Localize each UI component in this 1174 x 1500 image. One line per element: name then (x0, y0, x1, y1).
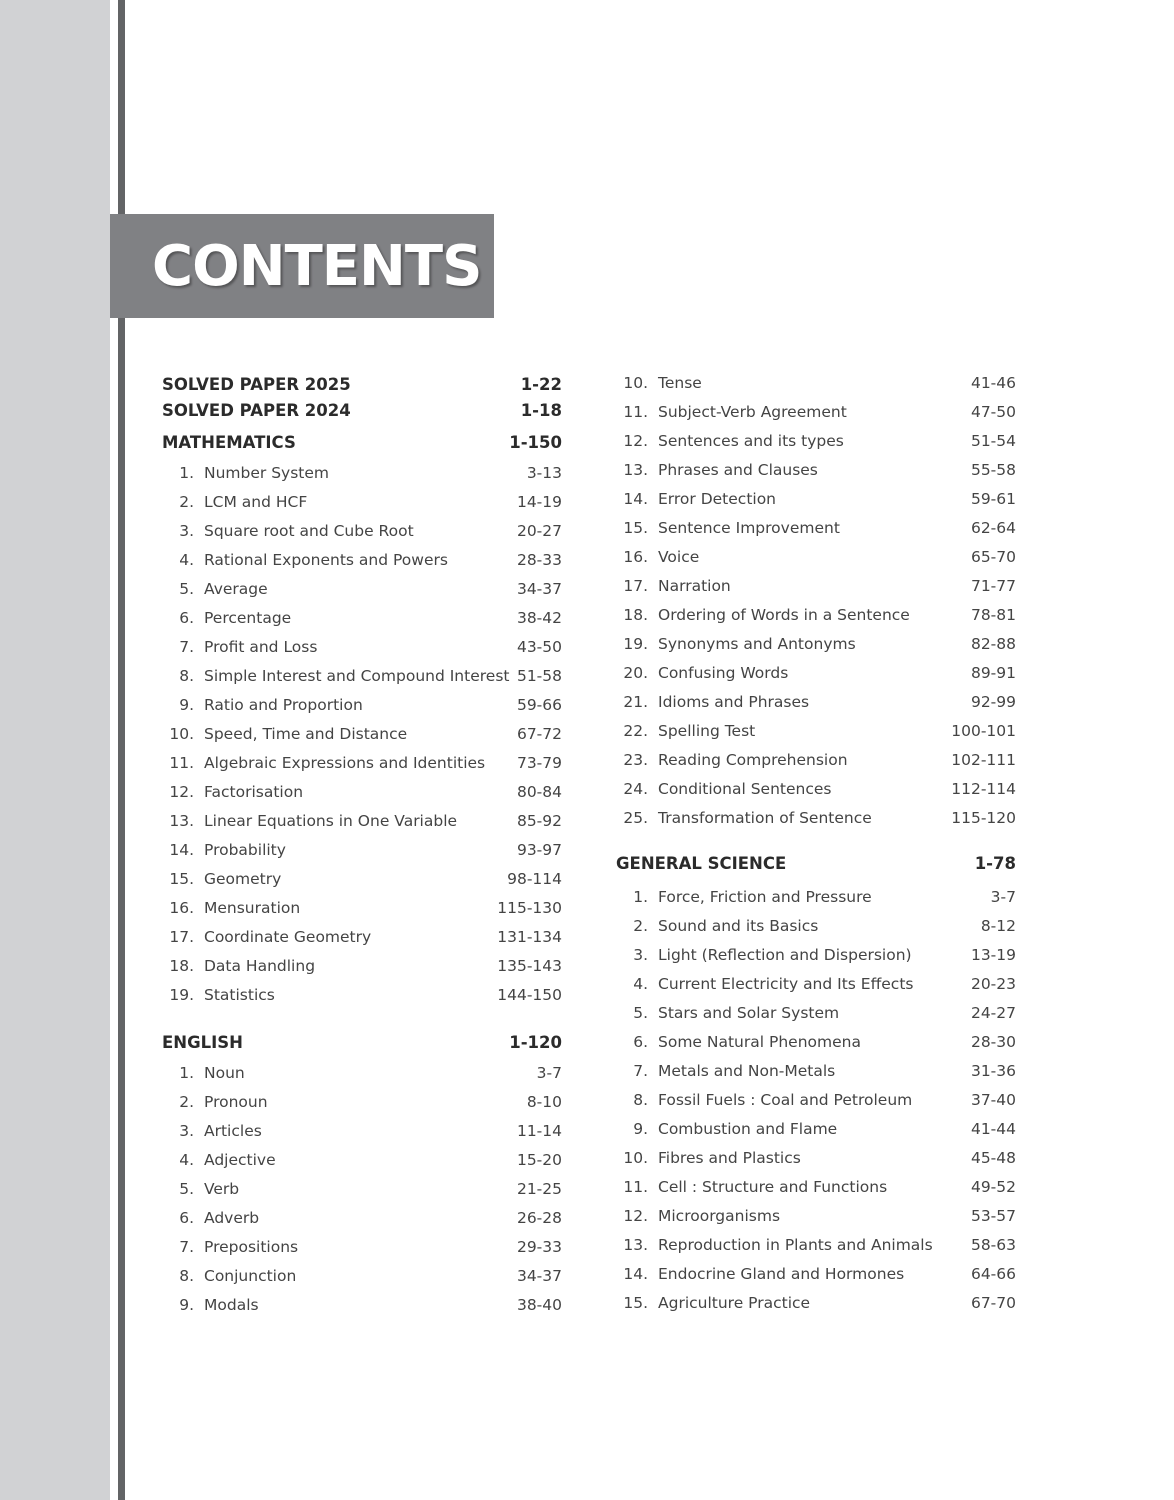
entry-pages: 34-37 (516, 579, 562, 598)
toc-heading-solved-paper-2024[interactable] (162, 397, 562, 423)
entry-pages: 115-130 (497, 898, 562, 917)
entry-pages: 20-23 (970, 974, 1016, 993)
toc-entry[interactable] (616, 687, 1016, 716)
entry-pages: 53-57 (970, 1206, 1016, 1225)
entry-pages: 28-30 (970, 1032, 1016, 1051)
entry-title: Data Handling (204, 956, 316, 975)
entry-title: Voice (658, 547, 700, 566)
entry-number: 3. (179, 1121, 194, 1140)
entry-number: 10. (169, 724, 194, 743)
entry-number: 8. (633, 1090, 648, 1109)
toc-entry[interactable] (162, 951, 562, 980)
entry-number: 14. (169, 840, 194, 859)
entry-pages: 14-19 (516, 492, 562, 511)
entry-pages: 43-50 (516, 637, 562, 656)
toc-entry[interactable] (162, 574, 562, 603)
toc-entry[interactable] (616, 1259, 1016, 1288)
entry-title: Number System (204, 463, 329, 482)
entry-title: Verb (204, 1179, 240, 1198)
entry-pages: 62-64 (970, 518, 1016, 537)
toc-entry[interactable] (616, 745, 1016, 774)
entry-pages: 65-70 (970, 547, 1016, 566)
entry-number: 20. (623, 663, 648, 682)
entry-pages: 20-27 (516, 521, 562, 540)
entry-title: Microorganisms (658, 1206, 781, 1225)
entry-number: 23. (623, 750, 648, 769)
entry-title: Reproduction in Plants and Animals (658, 1235, 933, 1254)
entry-number: 25. (623, 808, 648, 827)
toc-entry[interactable] (616, 716, 1016, 745)
toc-entry[interactable] (162, 690, 562, 719)
entry-pages: 3-7 (536, 1063, 562, 1082)
toc-entry[interactable] (162, 603, 562, 632)
entry-title: Algebraic Expressions and Identities (204, 753, 486, 772)
entry-title: Pronoun (204, 1092, 268, 1111)
entry-title: Endocrine Gland and Hormones (658, 1264, 905, 1283)
entry-number: 9. (633, 1119, 648, 1138)
entry-pages: 102-111 (951, 750, 1016, 769)
entry-pages: 15-20 (516, 1150, 562, 1169)
toc-entry[interactable] (616, 1056, 1016, 1085)
entry-number: 5. (633, 1003, 648, 1022)
entry-title: Statistics (204, 985, 275, 1004)
entry-number: 6. (179, 1208, 194, 1227)
heading-title: MATHEMATICS (162, 432, 296, 452)
entry-number: 6. (179, 608, 194, 627)
page-title: CONTENTS (152, 233, 482, 299)
entry-title: Cell : Structure and Functions (658, 1177, 888, 1196)
toc-entry[interactable] (162, 893, 562, 922)
entry-pages: 11-14 (516, 1121, 562, 1140)
right-column (616, 368, 1016, 1317)
toc-entry[interactable] (616, 397, 1016, 426)
entry-title: Sentence Improvement (658, 518, 840, 537)
entry-number: 21. (623, 692, 648, 711)
entry-title: Percentage (204, 608, 292, 627)
entry-number: 17. (169, 927, 194, 946)
toc-entry[interactable] (616, 571, 1016, 600)
toc-entry[interactable] (616, 1114, 1016, 1143)
entry-number: 12. (169, 782, 194, 801)
entry-title: Metals and Non-Metals (658, 1061, 836, 1080)
toc-entry[interactable] (162, 922, 562, 951)
entry-number: 8. (179, 1266, 194, 1285)
entry-number: 9. (179, 1295, 194, 1314)
toc-heading-solved-paper-2025[interactable] (162, 371, 562, 397)
entry-pages: 80-84 (516, 782, 562, 801)
entry-number: 14. (623, 1264, 648, 1283)
entry-number: 3. (633, 945, 648, 964)
entry-number: 13. (623, 1235, 648, 1254)
toc-entry[interactable] (616, 368, 1016, 397)
entry-number: 18. (623, 605, 648, 624)
entry-title: Tense (658, 373, 702, 392)
entry-title: Modals (204, 1295, 259, 1314)
entry-number: 1. (179, 1063, 194, 1082)
entry-title: Subject-Verb Agreement (658, 402, 847, 421)
entry-number: 16. (623, 547, 648, 566)
entry-title: Factorisation (204, 782, 304, 801)
entry-number: 16. (169, 898, 194, 917)
toc-entry[interactable] (616, 513, 1016, 542)
entry-number: 7. (179, 1237, 194, 1256)
toc-entry[interactable] (616, 774, 1016, 803)
toc-entry[interactable] (616, 998, 1016, 1027)
entry-number: 13. (623, 460, 648, 479)
toc-entry[interactable] (616, 1201, 1016, 1230)
entry-title: Idioms and Phrases (658, 692, 810, 711)
entry-title: Coordinate Geometry (204, 927, 372, 946)
toc-entry[interactable] (162, 1174, 562, 1203)
entry-number: 15. (623, 1293, 648, 1312)
toc-entry[interactable] (162, 1145, 562, 1174)
entry-number: 4. (179, 1150, 194, 1169)
entry-pages: 67-72 (516, 724, 562, 743)
entry-title: Average (204, 579, 268, 598)
entry-title: Narration (658, 576, 731, 595)
entry-number: 2. (633, 916, 648, 935)
entry-pages: 59-66 (516, 695, 562, 714)
entry-number: 1. (179, 463, 194, 482)
entry-title: Probability (204, 840, 286, 859)
toc-entry[interactable] (616, 1143, 1016, 1172)
contents-title-box (110, 214, 494, 318)
heading-pages: 1-18 (520, 400, 562, 420)
toc-entry[interactable] (162, 487, 562, 516)
toc-entry[interactable] (616, 455, 1016, 484)
toc-entry[interactable] (616, 600, 1016, 629)
entry-number: 2. (179, 492, 194, 511)
heading-pages: 1-22 (520, 374, 562, 394)
toc-heading-english[interactable] (162, 1029, 562, 1055)
heading-title: GENERAL SCIENCE (616, 853, 787, 873)
entry-number: 19. (623, 634, 648, 653)
entry-number: 22. (623, 721, 648, 740)
entry-pages: 64-66 (970, 1264, 1016, 1283)
toc-entry[interactable] (162, 1116, 562, 1145)
entry-title: Rational Exponents and Powers (204, 550, 448, 569)
toc-heading-mathematics[interactable] (162, 429, 562, 455)
toc-entry[interactable] (616, 969, 1016, 998)
entry-pages: 26-28 (516, 1208, 562, 1227)
heading-pages: 1-150 (509, 432, 562, 452)
entry-number: 3. (179, 521, 194, 540)
toc-entry[interactable] (162, 806, 562, 835)
heading-pages: 1-120 (509, 1032, 562, 1052)
entry-title: Sound and its Basics (658, 916, 819, 935)
toc-entry[interactable] (162, 1232, 562, 1261)
entry-pages: 112-114 (951, 779, 1016, 798)
toc-entry[interactable] (162, 458, 562, 487)
toc-entry[interactable] (616, 911, 1016, 940)
entry-pages: 92-99 (970, 692, 1016, 711)
entry-title: Simple Interest and Compound Interest (204, 666, 510, 685)
entry-number: 1. (633, 887, 648, 906)
entry-number: 15. (623, 518, 648, 537)
entry-title: Current Electricity and Its Effects (658, 974, 914, 993)
toc-entry[interactable] (162, 1290, 562, 1319)
toc-entry[interactable] (616, 426, 1016, 455)
toc-entry[interactable] (162, 661, 562, 690)
toc-entry[interactable] (616, 1085, 1016, 1114)
toc-entry[interactable] (162, 632, 562, 661)
heading-title: SOLVED PAPER 2024 (162, 400, 351, 420)
entry-number: 6. (633, 1032, 648, 1051)
entry-title: Reading Comprehension (658, 750, 848, 769)
entry-pages: 51-54 (970, 431, 1016, 450)
entry-pages: 59-61 (970, 489, 1016, 508)
entry-title: Articles (204, 1121, 262, 1140)
entry-title: Fossil Fuels : Coal and Petroleum (658, 1090, 913, 1109)
entry-number: 12. (623, 431, 648, 450)
entry-pages: 67-70 (970, 1293, 1016, 1312)
entry-title: Mensuration (204, 898, 301, 917)
entry-number: 10. (623, 1148, 648, 1167)
entry-pages: 131-134 (497, 927, 562, 946)
entry-pages: 144-150 (497, 985, 562, 1004)
toc-entry[interactable] (616, 1288, 1016, 1317)
entry-pages: 89-91 (970, 663, 1016, 682)
toc-entry[interactable] (616, 484, 1016, 513)
entry-title: Ordering of Words in a Sentence (658, 605, 910, 624)
entry-pages: 29-33 (516, 1237, 562, 1256)
entry-number: 5. (179, 579, 194, 598)
entry-pages: 41-46 (970, 373, 1016, 392)
entry-title: Geometry (204, 869, 282, 888)
entry-number: 14. (623, 489, 648, 508)
heading-title: ENGLISH (162, 1032, 243, 1052)
entry-number: 9. (179, 695, 194, 714)
mathematics-list (162, 458, 562, 1009)
entry-title: Profit and Loss (204, 637, 318, 656)
entry-title: Sentences and its types (658, 431, 844, 450)
toc-entry[interactable] (616, 940, 1016, 969)
entry-pages: 24-27 (970, 1003, 1016, 1022)
entry-pages: 115-120 (951, 808, 1016, 827)
entry-number: 12. (623, 1206, 648, 1225)
entry-pages: 58-63 (970, 1235, 1016, 1254)
entry-pages: 34-37 (516, 1266, 562, 1285)
entry-number: 11. (169, 753, 194, 772)
entry-number: 18. (169, 956, 194, 975)
entry-pages: 21-25 (516, 1179, 562, 1198)
entry-number: 15. (169, 869, 194, 888)
entry-pages: 13-19 (970, 945, 1016, 964)
entry-number: 11. (623, 1177, 648, 1196)
entry-pages: 38-40 (516, 1295, 562, 1314)
entry-title: Adverb (204, 1208, 260, 1227)
entry-pages: 135-143 (497, 956, 562, 975)
side-band (0, 0, 110, 1500)
toc-entry[interactable] (616, 803, 1016, 832)
entry-title: Error Detection (658, 489, 777, 508)
entry-pages: 78-81 (970, 605, 1016, 624)
entry-pages: 41-44 (970, 1119, 1016, 1138)
toc-entry[interactable] (162, 748, 562, 777)
toc-entry[interactable] (162, 1058, 562, 1087)
entry-number: 10. (623, 373, 648, 392)
entry-number: 4. (179, 550, 194, 569)
entry-title: Fibres and Plastics (658, 1148, 801, 1167)
entry-number: 13. (169, 811, 194, 830)
entry-title: Stars and Solar System (658, 1003, 840, 1022)
entry-number: 8. (179, 666, 194, 685)
left-column (162, 370, 562, 1319)
entry-title: Combustion and Flame (658, 1119, 838, 1138)
toc-entry[interactable] (616, 629, 1016, 658)
toc-entry[interactable] (162, 835, 562, 864)
entry-title: Conjunction (204, 1266, 297, 1285)
entry-pages: 31-36 (970, 1061, 1016, 1080)
toc-entry[interactable] (162, 864, 562, 893)
entry-number: 4. (633, 974, 648, 993)
entry-pages: 71-77 (970, 576, 1016, 595)
entry-pages: 8-12 (980, 916, 1016, 935)
toc-entry[interactable] (616, 882, 1016, 911)
entry-title: Light (Reflection and Dispersion) (658, 945, 912, 964)
entry-title: Ratio and Proportion (204, 695, 363, 714)
general-science-list (616, 882, 1016, 1317)
toc-entry[interactable] (162, 1261, 562, 1290)
toc-entry[interactable] (616, 658, 1016, 687)
entry-pages: 98-114 (507, 869, 562, 888)
toc-entry[interactable] (616, 1027, 1016, 1056)
entry-number: 17. (623, 576, 648, 595)
english-list (162, 1058, 562, 1319)
entry-title: Synonyms and Antonyms (658, 634, 856, 653)
entry-title: Conditional Sentences (658, 779, 832, 798)
entry-title: Confusing Words (658, 663, 789, 682)
entry-title: Adjective (204, 1150, 276, 1169)
entry-number: 11. (623, 402, 648, 421)
toc-entry[interactable] (162, 545, 562, 574)
entry-pages: 55-58 (970, 460, 1016, 479)
entry-title: Force, Friction and Pressure (658, 887, 872, 906)
entry-title: LCM and HCF (204, 492, 308, 511)
toc-entry[interactable] (162, 777, 562, 806)
entry-pages: 28-33 (516, 550, 562, 569)
entry-pages: 100-101 (951, 721, 1016, 740)
toc-entry[interactable] (616, 1172, 1016, 1201)
entry-pages: 93-97 (516, 840, 562, 859)
entry-number: 19. (169, 985, 194, 1004)
entry-title: Square root and Cube Root (204, 521, 414, 540)
entry-number: 7. (633, 1061, 648, 1080)
entry-title: Linear Equations in One Variable (204, 811, 458, 830)
entry-title: Some Natural Phenomena (658, 1032, 861, 1051)
toc-entry[interactable] (162, 719, 562, 748)
entry-pages: 3-13 (526, 463, 562, 482)
english-continued-list (616, 368, 1016, 832)
toc-entry[interactable] (162, 980, 562, 1009)
toc-entry[interactable] (616, 1230, 1016, 1259)
entry-title: Agriculture Practice (658, 1293, 811, 1312)
entry-title: Spelling Test (658, 721, 756, 740)
heading-title: SOLVED PAPER 2025 (162, 374, 351, 394)
toc-entry[interactable] (162, 1203, 562, 1232)
toc-entry[interactable] (616, 542, 1016, 571)
entry-pages: 3-7 (990, 887, 1016, 906)
entry-pages: 85-92 (516, 811, 562, 830)
entry-title: Phrases and Clauses (658, 460, 818, 479)
entry-pages: 37-40 (970, 1090, 1016, 1109)
entry-pages: 73-79 (516, 753, 562, 772)
entry-pages: 38-42 (516, 608, 562, 627)
entry-number: 2. (179, 1092, 194, 1111)
entry-number: 24. (623, 779, 648, 798)
entry-pages: 47-50 (970, 402, 1016, 421)
entry-number: 7. (179, 637, 194, 656)
entry-pages: 45-48 (970, 1148, 1016, 1167)
toc-entry[interactable] (162, 516, 562, 545)
toc-heading-general-science[interactable] (616, 850, 1016, 876)
entry-pages: 49-52 (970, 1177, 1016, 1196)
heading-pages: 1-78 (974, 853, 1016, 873)
entry-title: Noun (204, 1063, 245, 1082)
entry-number: 5. (179, 1179, 194, 1198)
entry-title: Transformation of Sentence (658, 808, 872, 827)
entry-title: Speed, Time and Distance (204, 724, 408, 743)
entry-pages: 82-88 (970, 634, 1016, 653)
entry-title: Prepositions (204, 1237, 299, 1256)
entry-pages: 8-10 (526, 1092, 562, 1111)
entry-pages: 51-58 (516, 666, 562, 685)
toc-entry[interactable] (162, 1087, 562, 1116)
